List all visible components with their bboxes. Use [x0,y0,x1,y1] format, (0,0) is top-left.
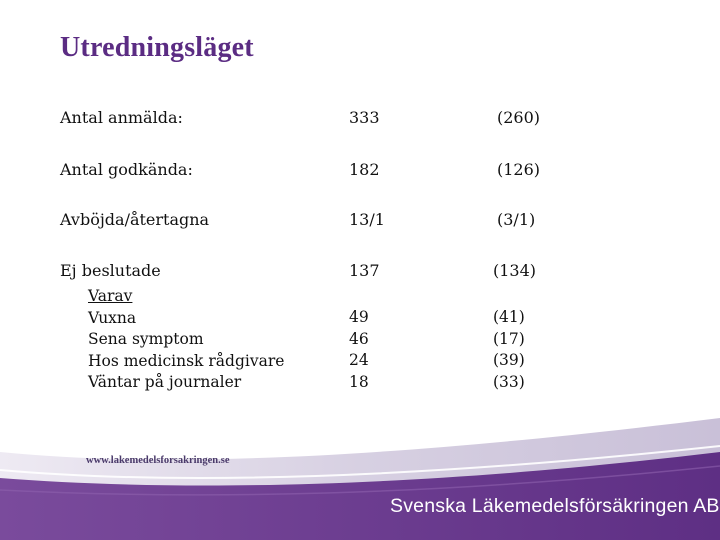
breakdown-item-current: 24 [349,351,369,369]
table-row [0,210,720,234]
row-current-value: 182 [349,160,380,179]
row-previous-value: (3/1) [497,210,536,229]
breakdown-item-label: Sena symptom [88,330,204,348]
breakdown-labels [88,286,284,394]
row-label: Antal anmälda: [60,108,183,127]
breakdown-current-values [349,307,369,393]
breakdown-item-previous: (39) [493,351,525,369]
breakdown-item-previous: (17) [493,329,525,348]
breakdown-item-previous: (33) [493,372,525,391]
row-label: Antal godkända: [60,160,193,179]
breakdown-previous-values [493,307,525,393]
breakdown-item-previous: (41) [493,308,525,326]
footer-url-link[interactable]: www.lakemedelsforsakringen.se [86,455,230,466]
table-row [0,108,720,132]
row-previous-value: (126) [497,160,541,179]
footer-brand-name: Svenska Läkemedelsförsäkringen AB [390,495,720,517]
breakdown-item-label: Vuxna [88,308,137,327]
page-title: Utredningsläget [60,32,254,63]
row-label: Ej beslutade [60,261,161,280]
row-previous-value: (260) [497,108,541,127]
breakdown-item-label: Väntar på journaler [88,373,242,391]
table-row [0,160,720,184]
row-label: Avböjda/återtagna [60,210,210,229]
table-row [0,261,720,285]
row-current-value: 13/1 [349,210,385,229]
breakdown-heading: Varav [88,287,133,305]
row-current-value: 333 [349,108,380,127]
breakdown-item-label: Hos medicinsk rådgivare [88,351,285,370]
row-current-value: 137 [349,261,380,280]
row-previous-value: (134) [493,261,537,280]
breakdown-item-current: 46 [349,329,369,348]
breakdown-item-current: 18 [349,372,369,391]
breakdown-item-current: 49 [349,308,369,326]
